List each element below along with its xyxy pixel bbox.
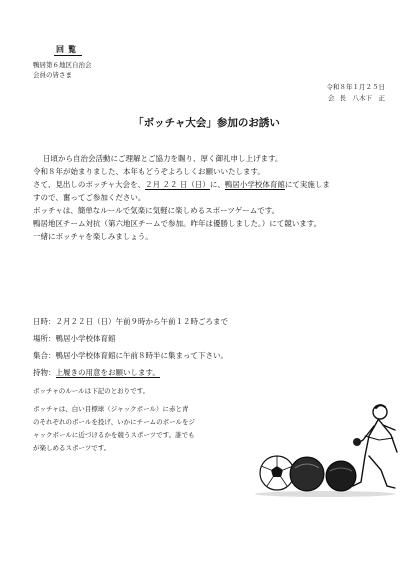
rules-line-2: のそれぞれのボールを投げ、いかにチームのボールをジ: [33, 418, 195, 426]
sender: 会 長 八木下 正: [327, 94, 385, 102]
detail-gathering: 集合：鴨居小学校体育館に午前８時半に集まって下さい。: [33, 351, 228, 360]
event-tail: にて実施しま: [284, 180, 330, 189]
items-value: 上履きの用意をお願いします。: [55, 368, 160, 377]
page-title: 「ボッチャ大会」参加のお誘い: [133, 117, 280, 129]
event-venue: 鴨居小学校体育館: [224, 180, 285, 189]
boccia-player-icon: [245, 390, 405, 500]
closing-line: 一緒にボッチャを楽しみましょう。: [33, 232, 153, 241]
player-figure: [353, 405, 397, 488]
event-intro: さて、見出しのボッチャ大会を、: [33, 180, 146, 189]
blue-ball: [326, 461, 356, 491]
issue-date: 令和８年１月２５日: [326, 83, 385, 91]
rules-line-4: が楽しめるスポーツです。: [33, 444, 111, 452]
greeting-line-1: 日頃から自治会活動にご理解とご協力を賜り、厚く御礼申し上げます。: [43, 154, 283, 163]
greeting-line-2: 令和８年が始まりました、本年もどうぞよろしくお願いいたします。: [33, 167, 265, 176]
event-details: [33, 313, 228, 381]
addressee: [33, 60, 92, 80]
detail-items: [33, 364, 228, 381]
event-connector: に、: [209, 180, 225, 189]
event-line-2: すので、奮ってご参加ください。: [33, 193, 146, 202]
team-competition: 鴨居地区チーム対抗（第六地区チームで参加。昨年は優勝しました。）にて競います。: [33, 219, 322, 228]
jack-ball: [260, 456, 294, 490]
circular-label: 回覧: [56, 45, 80, 54]
rules-line-3: ャックボールに近づけるかを競うスポーツです。誰でも: [33, 431, 195, 439]
addressee-members: 会員の皆さま: [33, 71, 72, 79]
body-paragraphs: [33, 152, 385, 243]
detail-place: 場所：鴨居小学校体育館: [33, 334, 116, 343]
rules-line-1: ボッチャは、白い目標球（ジャックボール）に赤と青: [33, 405, 189, 413]
detail-datetime: 日時：２月２２日（日）午前９時から午前１２時ごろまで: [33, 317, 228, 326]
red-ball: [290, 457, 324, 491]
addressee-org: 鴨居第６地区自治会: [33, 61, 92, 69]
event-date: ２月 ２２ 日（日）: [145, 180, 210, 189]
items-label: 持物：: [33, 368, 56, 377]
event-line-1: [33, 178, 385, 191]
boccia-description: ボッチャは、簡単なルールで気楽に気軽に楽しめるスポーツゲームです。: [33, 206, 280, 215]
rules-intro: ボッチャのルールは下記のとおりです。: [33, 387, 150, 395]
